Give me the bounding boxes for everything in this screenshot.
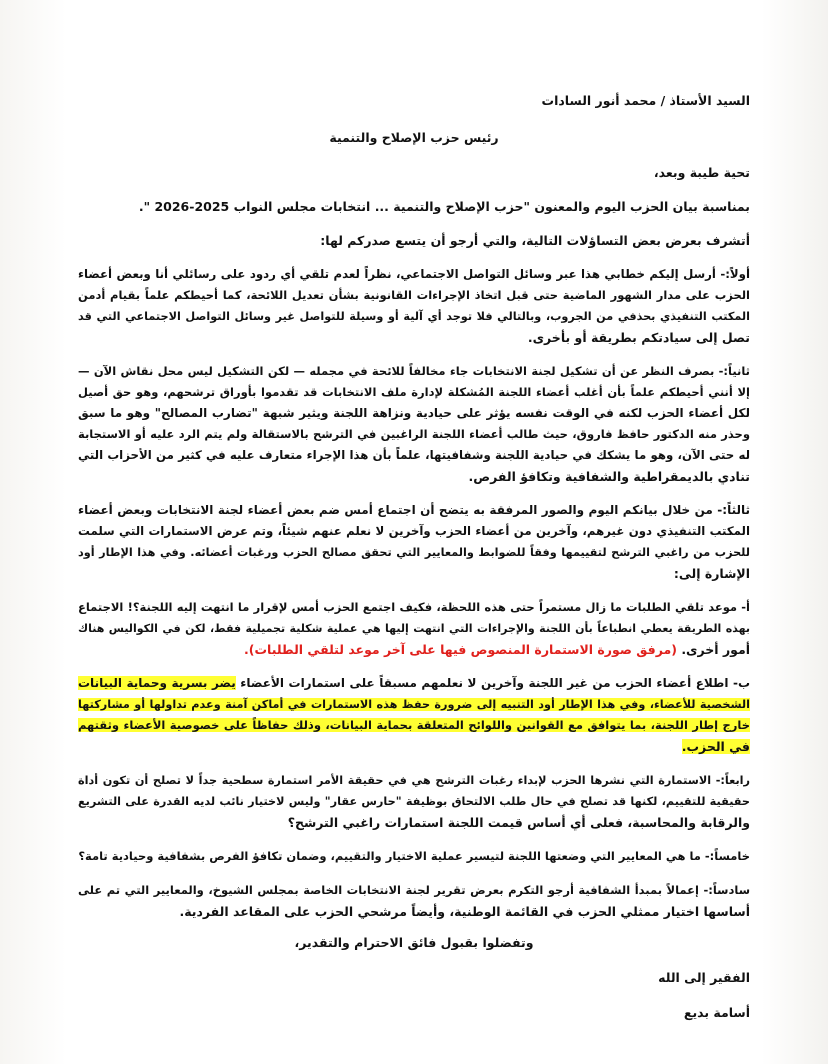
salutation: السيد الأستاذ / محمد أنور السادات	[541, 93, 750, 108]
paragraph-third	[78, 500, 750, 584]
highlighted-text: خارج إطار اللجنة، بما يتوافق مع القوانين واللوائح المتعلقة بحماية البيانات، وذلك حفاظاً على خصوصية الأعضاء وثقتهم	[78, 718, 750, 732]
paragraph-line: لكل أعضاء الحزب لكنه في الوقت نفسه يؤثر على حيادية ونزاهة اللجنة ويثير شبهة "تضارب المصالح" وهو ما سبق	[78, 406, 750, 420]
paragraph-line: الحزب على مدار الشهور الماضية حتى قبل اتخاذ الإجراءات القانونية بشأن تعديل اللائحة، كما أحيطكم علماً بقيام أدمن	[78, 288, 750, 302]
paragraph-line: بهذه الطريقة يعطي انطباعاً بأن اللجنة والإجراءات التي انتهت إليها هي عملية شكلية تجميلية فقط، لكن في الكواليس هناك	[78, 622, 750, 635]
paragraph-first	[78, 264, 750, 348]
paragraph-line: تنادي بالديمقراطية والشفافية وتكافؤ الفرص.	[468, 469, 750, 484]
paragraph-line: وحذر منه الدكتور حافظ فاروق، حيث طالب أعضاء اللجنة الراغبين في الترشح بالاستقالة ولم يتم الرد عليه أو الاستجابة	[78, 427, 750, 441]
lead-in: أتشرف بعرض بعض التساؤلات التالية، والتي أرجو أن يتسع صدركم لها:	[320, 233, 750, 248]
attachment-note: (مرفق صورة الاستمارة المنصوص فيها على آخر موعد لتلقي الطلبات).	[244, 642, 677, 657]
paragraph-second	[78, 361, 750, 487]
highlighted-text: يضر بسرية وحماية البيانات	[78, 676, 236, 690]
paragraph-line	[78, 694, 750, 715]
paragraph-fourth	[78, 770, 750, 833]
paragraph-item-a	[78, 597, 750, 660]
paragraph-item-b	[78, 673, 750, 757]
intro: بمناسبة بيان الحزب اليوم والمعنون "حزب الإصلاح والتنمية ... انتخابات مجلس النواب 2025-2026 ".	[138, 199, 750, 214]
paragraph-line: للحزب من راغبي الترشح لتقييمها وفقاً للضوابط والمعايير التي تحقق مصالح الحزب ورغبات أعضائه. وفي هذا الإطار أود	[78, 546, 750, 559]
paragraph-line: والرقابة والمحاسبة، فعلى أي أساس قيمت اللجنة استمارات راغبي الترشح؟	[287, 815, 750, 830]
recipient-title: رئيس حزب الإصلاح والتنمية	[329, 130, 499, 145]
paragraph-line: سادساً:- إعمالاً بمبدأ الشفافية أرجو التكرم بعرض تقرير لجنة الانتخابات الخاصة بمجلس الشيوخ، والمعايير التي تم على	[78, 883, 750, 897]
paragraph-line: المكتب التنفيذي بحذفي من الجروب، وبالتالي فلا توجد أي آلية أو وسيلة للتواصل غير وسائل التواصل الاجتماعي التي قد	[78, 310, 750, 323]
paragraph-fifth: خامساً:- ما هي المعايير التي وضعتها اللجنة لتيسير عملية الاختيار والتقييم، وضمان تكافؤ الفرص بشفافية وحيادية تامة؟	[78, 849, 750, 863]
paragraph-line: المكتب التنفيذي دون غيرهم، وآخرين من أعضاء الحزب وآخرين لا نعلم عنهم شيئاً، وتم عرض الاستمارات التي سلمت	[78, 524, 750, 538]
paragraph-line	[78, 673, 750, 694]
highlighted-text: الشخصية للأعضاء، وفي هذا الإطار أود التنبيه إلى ضرورة حفظ هذه الاستمارات في أماكن آمنة وعدم تداولها أو مشاركتها	[78, 698, 750, 711]
closing: وتفضلوا بقبول فائق الاحترام والتقدير،	[294, 935, 534, 950]
paragraph-line: أساسها اختيار ممثلي الحزب في القائمة الوطنية، وأيضاً مرشحي الحزب على المقاعد الفردية.	[179, 904, 750, 919]
paragraph-line: حقيقية للتقييم، لكنها قد تصلح في حال طلب الالتحاق بوظيفة "حارس عقار" وليس لاختيار نائب لديه القدرة على التشريع	[78, 795, 750, 808]
paragraph-line: تصل إلى سيادتكم بطريقة أو بأخرى.	[527, 330, 750, 345]
signature: أسامة بديع	[683, 1005, 750, 1020]
paragraph-line: أ- موعد تلقي الطلبات ما زال مستمراً حتى هذه اللحظة، فكيف اجتمع الحزب أمس لإقرار ما انتهت إليه اللجنة؟! الاجتماع	[78, 600, 750, 614]
paragraph-line	[78, 736, 750, 757]
paragraph-line: أولاً:- أرسل إليكم خطابي هذا عبر وسائل التواصل الاجتماعي، نظراً لعدم تلقي أي ردود على رسائلي أنا وبعض أعضاء	[78, 267, 750, 281]
greeting: تحية طيبة وبعد،	[653, 165, 750, 180]
paragraph-line: إلا أنني أحيطكم علماً بأن أغلب أعضاء اللجنة المُشكلة لإدارة ملف الانتخابات قد تقدموا بأوراق ترشحهم، وهو حق أصيل	[78, 385, 750, 399]
paragraph-line: له حتى الآن، وهو ما يشكك في حيادية اللجنة وشفافيتها، علماً بأن هذا الإجراء متعارف عليه في كثير من الأحزاب التي	[78, 448, 750, 462]
paragraph-line: رابعاً:- الاستمارة التي نشرها الحزب لإبداء رغبات الترشح هي في حقيقة الأمر استمارة سطحية جداً لا تصلح أن تكون أداة	[78, 774, 750, 787]
paragraph-line	[78, 715, 750, 736]
paragraph-text: أمور أخرى.	[681, 642, 750, 657]
paragraph-line	[78, 639, 750, 660]
paragraph-text: ب- اطلاع أعضاء الحزب من غير اللجنة وآخرين لا نعلمهم مسبقاً على استمارات الأعضاء	[240, 676, 751, 690]
paragraph-sixth	[78, 880, 750, 922]
paragraph-line: ثالثاً:- من خلال بيانكم اليوم والصور المرفقة به يتضح أن اجتماع أمس ضم بعض أعضاء لجنة الانتخابات وبعض أعضاء	[78, 503, 750, 517]
sign-off: الفقير إلى الله	[658, 970, 750, 985]
highlighted-text: في الحزب.	[681, 739, 750, 754]
paragraph-line: الإشارة إلى:	[673, 566, 750, 581]
paragraph-line: ثانياً:- بصرف النظر عن أن تشكيل لجنة الانتخابات جاء مخالفاً للائحة في مجمله — لكن التشكيل ليس محل نقاش الآن —	[78, 364, 750, 378]
